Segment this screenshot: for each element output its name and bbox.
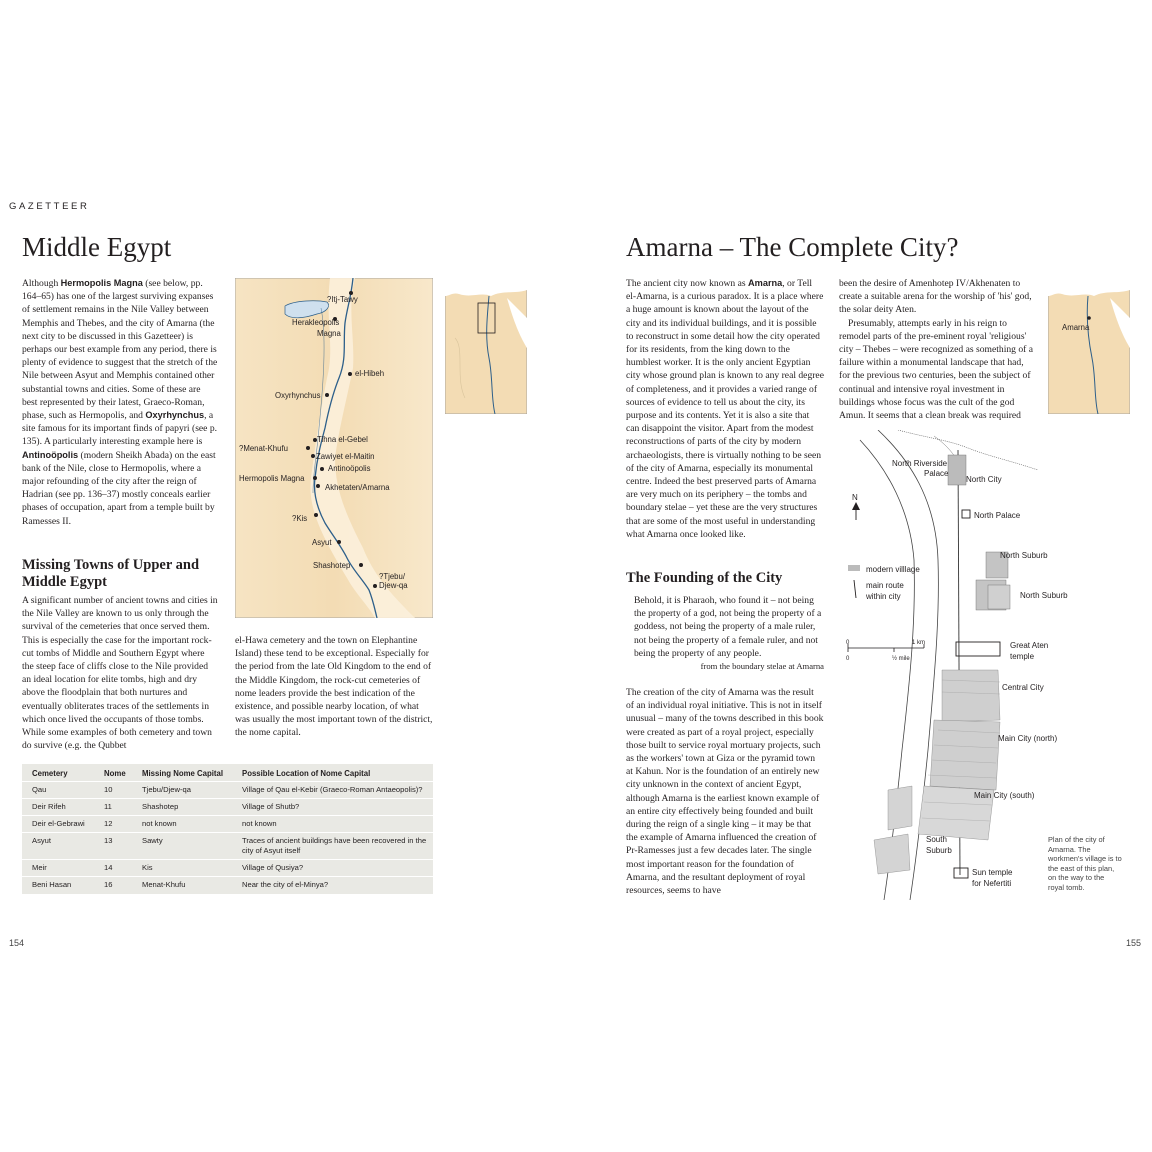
map-label-shashotep: Shashotep xyxy=(313,561,351,570)
map-label-djew-qa: Djew-qa xyxy=(379,581,408,590)
plan-label-legend-village: modern villlage xyxy=(866,565,920,574)
founding-paragraph: The creation of the city of Amarna was the result of an individual royal initiative. This is not in itself unusual – many of the towns described in this book were created as part of a royal project, especially those built to service royal mortuary projects, such as the workers' town at Giza or the pyramid town at Kahun. Nor is the foundation of an entirely new city unknown in the context of ancient Egypt, although Amarna is the earliest known example of an entire city effectively being founded and built during the reign of a single king – it may be that the example of Amarna influenced the creation of Pr-Ramesses just a few decades later. The single most important reason for the foundation of Amarna, and the resultant deployment of royal resources, seems to have xyxy=(626,687,824,897)
bold-term: Oxyrhynchus xyxy=(145,410,205,421)
bold-term: Antinoöpolis xyxy=(22,449,79,460)
map-label-oxyrhynchus: Oxyrhynchus xyxy=(275,391,321,400)
table-cell: Asyut xyxy=(22,833,100,860)
plan-label-palace: Palace xyxy=(924,469,949,478)
plan-label-north-suburb-2: North Suburb xyxy=(1020,591,1068,600)
table-header-cell: Nome xyxy=(104,769,126,778)
map-label-menat-khufu: ?Menat-Khufu xyxy=(239,444,288,453)
plan-label-scale-zero-km: 0 xyxy=(846,640,850,646)
egypt-locator-inset-left xyxy=(445,278,527,414)
table-header-cell: Possible Location of Nome Capital xyxy=(242,769,371,778)
missing-towns-col2: el-Hawa cemetery and the town on Elephantine Island) these tend to be exceptional. Especially for the period from the late Old Kingdom to the end of the Middle Kingdom, the rock-cut cemeteries of nome leaders provide the best indication of the existence, and possible nearby location, of what was usually the most important town of the district, the nome capital. xyxy=(235,635,433,739)
table-cell: Beni Hasan xyxy=(22,877,100,894)
plan-label-great-aten-1: Great Aten xyxy=(1010,641,1049,650)
table-cell: Qau xyxy=(22,782,100,799)
table-cell: 10 xyxy=(100,782,138,799)
subhead-founding: The Founding of the City xyxy=(626,570,783,586)
page-number-left: 154 xyxy=(9,938,25,948)
bold-term: Amarna xyxy=(748,278,783,288)
map-label-herakleopolis: Herakleopolis xyxy=(292,318,340,327)
bold-term: Hermopolis Magna xyxy=(60,278,143,288)
page-number-right: 155 xyxy=(1126,938,1142,948)
subhead-missing-towns: Missing Towns of Upper and Middle Egypt xyxy=(22,557,200,590)
table-header-cell: Missing Nome Capital xyxy=(142,769,224,778)
plan-label-legend-route-2: within city xyxy=(866,592,901,601)
plan-label-main-city-south: Main City (south) xyxy=(974,791,1035,800)
plan-label-south-2: Suburb xyxy=(926,846,952,855)
plan-label-north-suburb-1: North Suburb xyxy=(1000,551,1048,560)
amarna-intro xyxy=(626,277,824,541)
col2-paragraph-a: been the desire of Amenhotep IV/Akhenaten to create a suitable arena for the worship of 'his' god, the solar deity Aten. xyxy=(839,278,1032,316)
plan-label-south-1: South xyxy=(926,835,947,844)
map-label-zawiyet: Zawiyet el-Maitin xyxy=(316,452,375,461)
map-label-asyut: Asyut xyxy=(312,538,332,547)
inset-label-amarna: Amarna xyxy=(1062,323,1090,332)
map-label-antinoopolis: Antinoöpolis xyxy=(328,464,371,473)
table-cell: Traces of ancient buildings have been recovered in the city of Asyut itself xyxy=(238,833,433,860)
plan-label-legend-route-1: main route xyxy=(866,581,904,590)
table-row xyxy=(22,877,433,894)
quote-source: from the boundary stelae at Amarna xyxy=(700,661,824,672)
table-cell: 16 xyxy=(100,877,138,894)
table-row xyxy=(22,833,433,860)
amarna-city-plan xyxy=(838,430,1138,900)
text-run: The ancient city now known as xyxy=(626,278,749,289)
map-label-el-hibeh: el-Hibeh xyxy=(355,369,385,378)
table-cell: Sawty xyxy=(138,833,238,860)
plan-label-north-riverside: North Riverside xyxy=(892,459,948,468)
plan-label-scale-km: 1 km xyxy=(912,640,926,646)
plan-label-central-city: Central City xyxy=(1002,683,1044,692)
table-cell: Menat-Khufu xyxy=(138,877,238,894)
text-run: (see below, pp. 164–65) has one of the largest surviving expanses of settlement remains in the Nile Valley between Memphis and Thebes, and the city of Amarna (the next city to be discussed in this Gazetteer) is perhaps our best example from any period, there is plenty of evidence to suggest that the stretch of the Nile between Asyut and Memphis contained other substantial towns and cities. Some of these are best represented by their latest, Graeco-Roman, phase, such as Hermopolis, and xyxy=(22,278,218,422)
text-run: Although xyxy=(22,278,61,289)
plan-label-north-city: North City xyxy=(966,475,1002,484)
table-cell: Tjebu/Djew-qa xyxy=(138,782,238,799)
map-label-magna: Magna xyxy=(317,329,341,338)
table-cell: Shashotep xyxy=(138,799,238,816)
table-cell: 12 xyxy=(100,816,138,833)
map-label-akhetaten: Akhetaten/Amarna xyxy=(325,483,390,492)
table-cell: 11 xyxy=(100,799,138,816)
table-row xyxy=(22,799,433,816)
table-cell: not known xyxy=(138,816,238,833)
table-cell: Deir Rifeh xyxy=(22,799,100,816)
table-row xyxy=(22,860,433,877)
page-title-left: Middle Egypt xyxy=(22,232,172,262)
map-label-tjebu: ?Tjebu/ xyxy=(379,572,406,581)
boundary-stelae-quote xyxy=(626,594,824,673)
table-row xyxy=(22,816,433,833)
amarna-col2-text xyxy=(839,277,1037,422)
table-cell: Near the city of el-Minya? xyxy=(238,877,433,894)
map-label-itj-tawy: ?Itj-Tawy xyxy=(327,295,358,304)
section-label: GAZETTEER xyxy=(9,201,90,212)
plan-label-main-city-north: Main City (north) xyxy=(998,734,1058,743)
text-run: , a site famous for its important finds of papyri (see p. 135). A particularly interesting example here is xyxy=(22,410,218,448)
table-cell: Meir xyxy=(22,860,100,877)
table-header-cell: Cemetery xyxy=(32,769,68,778)
table-cell: Deir el-Gebrawi xyxy=(22,816,100,833)
table-cell: Village of Qau el-Kebir (Graeco-Roman Antaeopolis)? xyxy=(238,782,433,799)
middle-egypt-map xyxy=(235,278,433,618)
table-cell: Kis xyxy=(138,860,238,877)
plan-caption: Plan of the city of Amarna. The workmen's village is to the east of this plan, on the way to the royal tomb. xyxy=(1048,835,1122,892)
map-label-tihna: Tihna el-Gebel xyxy=(317,435,368,444)
table-cell: 13 xyxy=(100,833,138,860)
egypt-locator-inset-right xyxy=(1048,278,1130,414)
quote-text: Behold, it is Pharaoh, who found it – not being the property of a god, not being the property of a goddess, not being the property of a male ruler, not being the property of a female ruler, and not being the property of any people. xyxy=(634,595,822,659)
table-cell: not known xyxy=(238,816,433,833)
table-cell: Village of Shutb? xyxy=(238,799,433,816)
plan-label-scale-mile: ½ mile xyxy=(892,656,910,662)
page-title-right: Amarna – The Complete City? xyxy=(626,232,959,262)
text-run: , or Tell el-Amarna, is a curious paradox. It is a place where a huge amount is known about the layout of the city and its individual buildings, and it is possible to reconstruct in some detail how the city operated for its residents, from the king down to the humblest worker. It is the only ancient Egyptian city whose ground plan is known to any real degree of completeness, and it provides a varied range of sources of evidence to tell us about the city, its purpose and its contents. Yet it is also a site that can disappoint the visitor. Apart from the modest reconstructions of parts of the city by modern archaeologists, there is virtually nothing to be seen of the city of Amarna, especially its monumental centre. Indeed the best preserved parts of Amarna are very much on its periphery – the tombs and boundary stelae – yet these are the very structures that are some of the most useful in understanding what Amarna once looked like. xyxy=(626,278,824,540)
nome-table xyxy=(22,764,433,893)
map-label-kis: ?Kis xyxy=(292,514,308,523)
plan-label-sun-temple-2: for Nefertiti xyxy=(972,879,1012,888)
plan-label-north-arrow: N xyxy=(852,493,858,502)
plan-label-great-aten-2: temple xyxy=(1010,652,1035,661)
map-label-hermopolis: Hermopolis Magna xyxy=(239,474,305,483)
col2-paragraph-b: Presumably, attempts early in his reign to remodel parts of the pre-eminent royal 'religious' city – Thebes – were recognized as something of a failure within a monumental landscape that had, for the previous two centuries, been the subject of continual and intensive royal investment in buildings whose focus was the cult of the god Amun. It seems that a clean break was required xyxy=(839,317,1034,422)
table-header-row xyxy=(22,764,433,782)
table-cell: 14 xyxy=(100,860,138,877)
nome-table-panel xyxy=(22,764,433,894)
plan-label-north-palace: North Palace xyxy=(974,511,1021,520)
table-row xyxy=(22,782,433,799)
text-run: (modern Sheikh Abada) on the east bank of the Nile, close to Hermopolis, where a major refounding of the city after the reign of Hadrian (see pp. 136–37) mostly conceals earlier phases of occupation, apart from a temple built by Ramesses II. xyxy=(22,449,216,527)
table-cell: Village of Qusiya? xyxy=(238,860,433,877)
intro-paragraph xyxy=(22,277,218,528)
plan-label-sun-temple-1: Sun temple xyxy=(972,868,1013,877)
missing-towns-col1: A significant number of ancient towns and cities in the Nile Valley are known to us only through the survival of the cemeteries that once served them. This is especially the case for the important rock-cut tombs of Middle and Southern Egypt where the steep face of cliffs close to the Nile provided an ideal location for elite tombs, high and dry above the floodplain that both nurtures and eventually obliterates traces of the settlements in which once lived the occupants of those tombs. While some examples of both cemetery and town do survive (e.g. the Qubbet xyxy=(22,595,218,752)
plan-label-scale-zero-mile: 0 xyxy=(846,656,850,662)
